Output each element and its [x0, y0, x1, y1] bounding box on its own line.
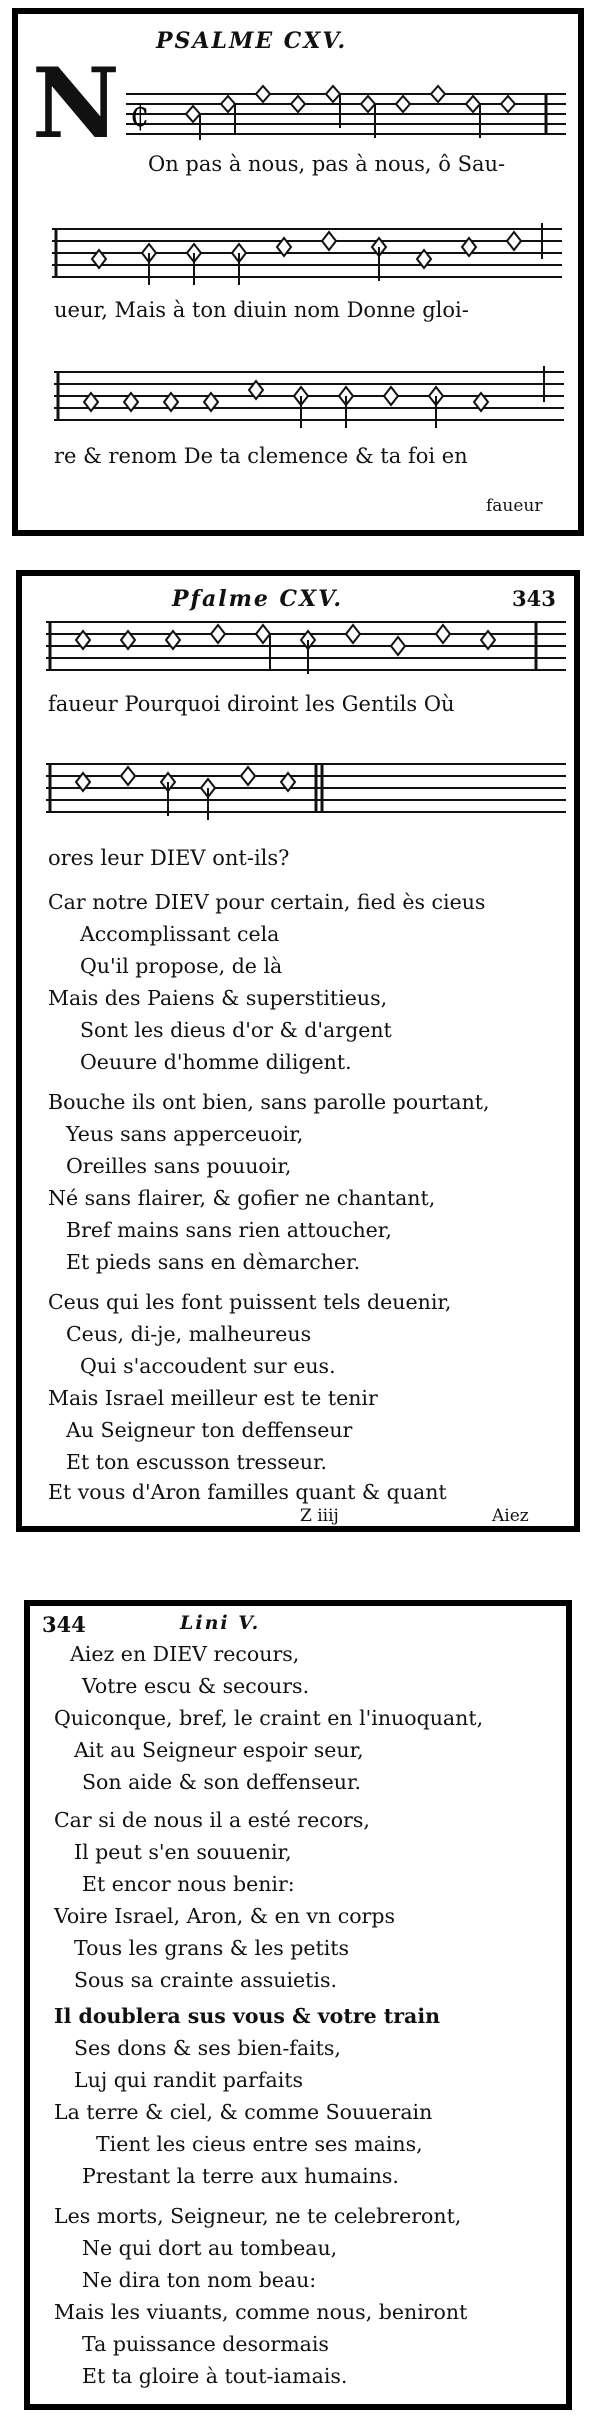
verse-line: Ne qui dort au tombeau,: [82, 2236, 338, 2260]
verse-line: Mais Israel meilleur est te tenir: [48, 1386, 378, 1410]
psalm-title: PSALME CXV.: [156, 28, 348, 54]
verse-line: Luj qui randit parfaits: [74, 2068, 304, 2092]
verse-line: Ceus, di-je, malheureus: [66, 1322, 312, 1346]
catchword: Aiez: [492, 1506, 529, 1526]
drop-cap: N: [32, 47, 120, 160]
verse-line: Au Seigneur ton deffenseur: [66, 1418, 353, 1442]
verse-line: Et ta gloire à tout-iamais.: [82, 2364, 348, 2388]
verse-line: Les morts, Seigneur, ne te celebreront,: [54, 2204, 462, 2228]
verse-line: Et vous d'Aron familles quant & quant: [48, 1480, 447, 1504]
verse-line: Sous sa crainte assuietis.: [74, 1968, 338, 1992]
music-staff-3: [54, 362, 564, 432]
page-3-panel: [24, 1600, 572, 2410]
verse-line: La terre & ciel, & comme Souuerain: [54, 2100, 433, 2124]
verse-line: Il doublera sus vous & votre train: [54, 2004, 441, 2028]
verse-line: Car si de nous il a esté recors,: [54, 1808, 370, 1832]
verse-line: Tous les grans & les petits: [74, 1936, 350, 1960]
verse-line: Tient les cieus entre ses mains,: [96, 2132, 423, 2156]
verse-line: Oeuure d'homme diligent.: [80, 1050, 352, 1074]
verse-line: Il peut s'en souuenir,: [74, 1840, 292, 1864]
verse-line: Né sans flairer, & gofier ne chantant,: [48, 1186, 436, 1210]
verse-line: Quiconque, bref, le craint en l'inuoquant,: [54, 1706, 484, 1730]
verse-line: Votre escu & secours.: [82, 1674, 310, 1698]
running-head: Lini V.: [180, 1612, 261, 1634]
psalm-running-title: Pfalme CXV.: [172, 586, 344, 612]
verse-line: Ne dira ton nom beau:: [82, 2268, 317, 2292]
lyric-line-1: On pas à nous, pas à nous, ô Sau-: [148, 152, 506, 176]
page-1-panel: [12, 8, 584, 536]
verse-line: Prestant la terre aux humains.: [82, 2164, 399, 2188]
verse-line: Yeus sans apperceuoir,: [66, 1122, 304, 1146]
verse-line: Bouche ils ont bien, sans parolle pourtant,: [48, 1090, 490, 1114]
verse-line: Et pieds sans en dèmarcher.: [66, 1250, 361, 1274]
lyric-line-3: re & renom De ta clemence & ta foi en: [54, 444, 468, 468]
lyric-line-4: faueur: [486, 496, 543, 516]
lyric-line-2: ueur, Mais à ton diuin nom Donne gloi-: [54, 298, 469, 322]
verse-line: Et encor nous benir:: [82, 1872, 295, 1896]
verse-line: Oreilles sans pouuoir,: [66, 1154, 292, 1178]
verse-line: Ta puissance desormais: [82, 2332, 329, 2356]
verse-line: Qu'il propose, de là: [80, 954, 283, 978]
music-staff-5: [46, 754, 566, 824]
verse-line: Car notre DIEV pour certain, fied ès cieus: [48, 890, 486, 914]
verse-line: Ses dons & ses bien-faits,: [74, 2036, 341, 2060]
music-staff-1: [126, 84, 566, 144]
music-staff-4: [46, 612, 566, 682]
verse-line: Et ton escusson tresseur.: [66, 1450, 328, 1474]
lyric-line-6: ores leur DIEV ont-ils?: [48, 846, 290, 870]
svg-text:₵: ₵: [130, 99, 150, 134]
verse-line: Ceus qui les font puissent tels deuenir,: [48, 1290, 452, 1314]
verse-line: Mais des Paiens & superstitieus,: [48, 986, 388, 1010]
verse-line: Bref mains sans rien attoucher,: [66, 1218, 392, 1242]
lyric-line-5: faueur Pourquoi diroint les Gentils Où: [48, 692, 455, 716]
verse-line: Ait au Seigneur espoir seur,: [74, 1738, 364, 1762]
verse-line: Aiez en DIEV recours,: [70, 1642, 300, 1666]
verse-line: Sont les dieus d'or & d'argent: [80, 1018, 392, 1042]
verse-line: Accomplissant cela: [80, 922, 280, 946]
page-number: 343: [512, 586, 556, 611]
signature-mark: Z iiij: [300, 1506, 339, 1526]
music-staff-2: [52, 219, 562, 289]
page-2-panel: [16, 570, 580, 1532]
verse-line: Son aide & son deffenseur.: [82, 1770, 362, 1794]
verse-line: Mais les viuants, comme nous, beniront: [54, 2300, 468, 2324]
verse-line: Qui s'accoudent sur eus.: [80, 1354, 336, 1378]
page-number: 344: [42, 1612, 86, 1637]
verse-line: Voire Israel, Aron, & en vn corps: [54, 1904, 395, 1928]
